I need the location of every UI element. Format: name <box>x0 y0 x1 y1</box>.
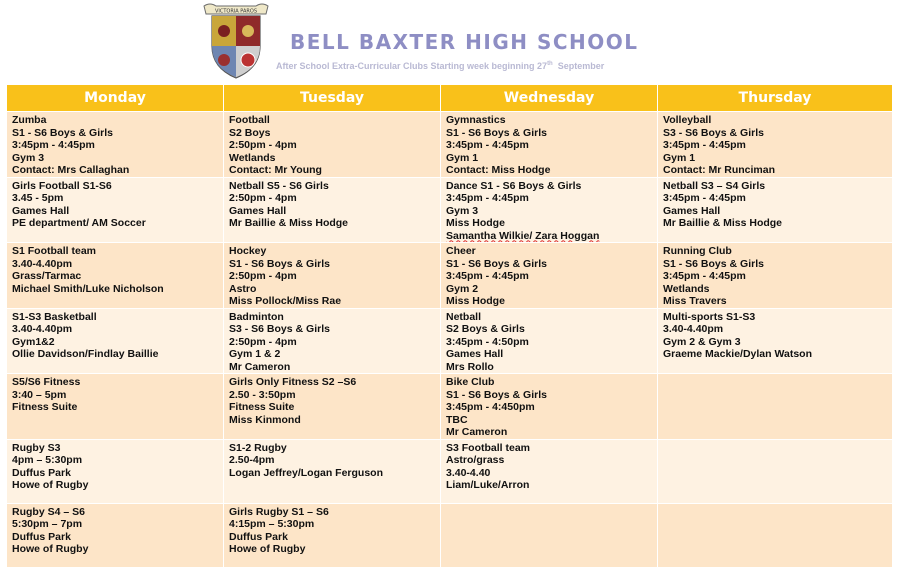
school-crest-icon <box>200 2 272 80</box>
club-line: 2.50 - 3:50pm <box>229 388 296 401</box>
club-cell-monday <box>7 374 224 440</box>
club-line: TBC <box>446 413 468 426</box>
club-line: S1 - S6 Boys & Girls <box>446 126 547 139</box>
club-line: 3:45pm - 4:45pm <box>446 139 529 151</box>
club-cell-tuesday <box>224 112 441 178</box>
club-line: Rugby S4 – S6 <box>12 505 85 518</box>
club-line: Mr Cameron <box>446 426 508 438</box>
club-cell-thursday <box>658 112 893 178</box>
club-line: Graeme Mackie/Dylan Watson <box>663 348 812 360</box>
club-line: Howe of Rugby <box>12 479 89 491</box>
club-line: S2 Boys <box>229 126 271 139</box>
club-line: 3.40-4.40pm <box>12 257 73 270</box>
day-header-row <box>7 85 893 112</box>
club-line: Michael Smith/Luke Nicholson <box>12 282 164 295</box>
club-line: S1 - S6 Boys & Girls <box>446 388 547 401</box>
club-line: 2:50pm - 4pm <box>229 335 297 348</box>
club-line: Cheer <box>446 245 476 257</box>
club-line: Contact: Mr Young <box>229 164 322 176</box>
timetable-row <box>7 112 893 178</box>
club-cell-thursday <box>658 439 893 503</box>
club-cell-tuesday <box>224 503 441 567</box>
club-line: Rugby S3 <box>12 441 61 454</box>
clubs-subtitle <box>276 61 604 71</box>
club-line: Astro/grass <box>446 454 505 466</box>
club-line: Wetlands <box>229 151 276 164</box>
club-cell-wednesday <box>441 503 658 567</box>
club-cell-tuesday <box>224 308 441 374</box>
club-line: S3 Football team <box>446 441 531 454</box>
club-line: Howe of Rugby <box>12 543 89 555</box>
club-line: Mr Baillie & Miss Hodge <box>229 217 349 229</box>
club-line: Girls Football S1-S6 <box>12 179 112 192</box>
club-line: 3.45 - 5pm <box>12 192 64 204</box>
club-line: S1 - S6 Boys & Girls <box>12 126 113 139</box>
day-header-wednesday: Wednesday <box>441 85 658 112</box>
clubs-timetable <box>6 84 893 568</box>
club-line: S1 Football team <box>12 245 97 257</box>
club-line: PE department/ AM Soccer <box>12 217 146 229</box>
club-line: Games Hall <box>229 204 287 217</box>
club-line: Fitness Suite <box>229 401 295 413</box>
club-line: Games Hall <box>663 204 721 217</box>
club-line: Mr Cameron <box>229 360 291 373</box>
club-line: 4:15pm – 5:30pm <box>229 518 315 530</box>
timetable-body <box>7 112 893 568</box>
subtitle-text: After School Extra-Curricular Clubs Starting week beginning 27 <box>276 61 548 71</box>
club-line: Girls Rugby S1 – S6 <box>229 505 329 518</box>
club-line: Samantha Wilkie/ Zara Hoggan <box>446 229 600 242</box>
club-line: Gym 1 <box>446 151 479 164</box>
club-cell-monday <box>7 243 224 309</box>
club-line: Miss Kinmond <box>229 413 301 426</box>
club-line: S1-2 Rugby <box>229 441 287 454</box>
club-line: Miss Hodge <box>446 295 505 307</box>
club-cell-monday <box>7 439 224 503</box>
club-line: Multi-sports S1-S3 <box>663 310 756 323</box>
club-line: 3.40-4.40pm <box>663 323 724 335</box>
timetable-row <box>7 177 893 243</box>
club-line: 2:50pm - 4pm <box>229 139 297 151</box>
club-line: Netball <box>446 310 482 323</box>
school-name: BELL BAXTER HIGH SCHOOL <box>290 30 639 54</box>
club-cell-thursday <box>658 503 893 567</box>
club-line: 3:45pm - 4:45pm <box>663 192 746 204</box>
club-line: 3:45pm - 4:45pm <box>446 270 529 282</box>
club-line: 4pm – 5:30pm <box>12 454 83 466</box>
club-line: Badminton <box>229 310 284 323</box>
club-line: Contact: Mr Runciman <box>663 164 776 176</box>
club-line: S5/S6 Fitness <box>12 376 81 388</box>
club-line: S2 Boys & Girls <box>446 323 525 335</box>
club-cell-monday <box>7 177 224 243</box>
club-line: 2.50-4pm <box>229 454 275 466</box>
club-cell-tuesday <box>224 243 441 309</box>
club-cell-wednesday <box>441 177 658 243</box>
club-line: 3:45pm - 4:45pm <box>663 139 746 151</box>
club-line: Volleyball <box>663 114 712 126</box>
club-line: 3:45pm - 4:450pm <box>446 401 535 413</box>
day-header-monday: Monday <box>7 85 224 112</box>
club-line: Bike Club <box>446 376 495 388</box>
club-line: S1 - S6 Boys & Girls <box>446 257 547 270</box>
club-line: Gym 2 & Gym 3 <box>663 335 741 348</box>
club-line: Gym 3 <box>12 151 45 164</box>
club-line: S1 - S6 Boys & Girls <box>663 257 764 270</box>
club-line: Running Club <box>663 245 732 257</box>
subtitle-month: September <box>557 61 605 71</box>
club-line: S3 - S6 Boys & Girls <box>229 323 330 335</box>
club-line: Gym 3 <box>446 204 479 217</box>
day-header-tuesday: Tuesday <box>224 85 441 112</box>
club-line: Miss Hodge <box>446 217 505 229</box>
club-cell-tuesday <box>224 439 441 503</box>
club-line: Grass/Tarmac <box>12 270 82 282</box>
club-cell-thursday <box>658 177 893 243</box>
club-cell-thursday <box>658 308 893 374</box>
timetable-row <box>7 308 893 374</box>
club-line: Howe of Rugby <box>229 543 306 555</box>
club-line: Girls Only Fitness S2 –S6 <box>229 376 357 388</box>
club-line: Liam/Luke/Arron <box>446 479 530 491</box>
club-line: S1-S3 Basketball <box>12 310 97 323</box>
club-cell-wednesday <box>441 112 658 178</box>
club-line: 3.40-4.40pm <box>12 323 73 335</box>
timetable-row <box>7 374 893 440</box>
club-line: 2:50pm - 4pm <box>229 270 297 282</box>
club-line: Dance S1 - S6 Boys & Girls <box>446 179 582 192</box>
timetable-row <box>7 243 893 309</box>
club-line: Gym 2 <box>446 282 479 295</box>
timetable-row <box>7 503 893 567</box>
club-line: Contact: Mrs Callaghan <box>12 164 130 176</box>
club-line: Netball S3 – S4 Girls <box>663 179 766 192</box>
club-line: Ollie Davidson/Findlay Baillie <box>12 348 159 360</box>
club-line: S1 - S6 Boys & Girls <box>229 257 330 270</box>
club-line: Netball S5 - S6 Girls <box>229 179 329 192</box>
day-header-thursday: Thursday <box>658 85 893 112</box>
club-line: Zumba <box>12 114 47 126</box>
club-cell-tuesday <box>224 177 441 243</box>
club-line: Fitness Suite <box>12 401 78 413</box>
club-cell-wednesday <box>441 439 658 503</box>
club-cell-monday <box>7 112 224 178</box>
club-line: 5:30pm – 7pm <box>12 518 83 530</box>
club-line: Gym 1 & 2 <box>229 348 281 360</box>
club-cell-monday <box>7 503 224 567</box>
club-line: Duffus Park <box>12 466 71 479</box>
club-line: Logan Jeffrey/Logan Ferguson <box>229 466 384 479</box>
club-line: Wetlands <box>663 282 710 295</box>
club-line: 2:50pm - 4pm <box>229 192 297 204</box>
club-cell-wednesday <box>441 308 658 374</box>
club-line: 3.40-4.40 <box>446 466 491 479</box>
club-cell-thursday <box>658 243 893 309</box>
club-line: 3:45pm - 4:45pm <box>663 270 746 282</box>
crest-banner-text: VICTORIA PAROS <box>214 8 258 15</box>
club-cell-tuesday <box>224 374 441 440</box>
club-cell-monday <box>7 308 224 374</box>
club-line: 3:45pm - 4:45pm <box>446 192 529 204</box>
club-line: Gym1&2 <box>12 335 55 348</box>
club-line: 3:45pm - 4:50pm <box>446 335 529 348</box>
timetable-row <box>7 439 893 503</box>
club-line: Games Hall <box>12 204 70 217</box>
club-line: Mrs Rollo <box>446 360 494 373</box>
club-line: 3:40 – 5pm <box>12 388 67 401</box>
club-line: Contact: Miss Hodge <box>446 164 551 176</box>
club-line: Miss Pollock/Miss Rae <box>229 295 342 307</box>
club-line: Hockey <box>229 245 267 257</box>
club-cell-wednesday <box>441 374 658 440</box>
club-line: Gymnastics <box>446 114 506 126</box>
subtitle-superscript: th <box>547 61 553 67</box>
club-line: Duffus Park <box>12 530 71 543</box>
club-line: Duffus Park <box>229 530 288 543</box>
club-line: Gym 1 <box>663 151 696 164</box>
club-cell-wednesday <box>441 243 658 309</box>
club-line: Miss Travers <box>663 295 727 307</box>
club-line: Football <box>229 114 270 126</box>
club-line: 3:45pm - 4:45pm <box>12 139 95 151</box>
club-cell-thursday <box>658 374 893 440</box>
club-line: Astro <box>229 282 257 295</box>
club-line: Games Hall <box>446 348 504 360</box>
club-line: Mr Baillie & Miss Hodge <box>663 217 783 229</box>
club-line: S3 - S6 Boys & Girls <box>663 126 764 139</box>
